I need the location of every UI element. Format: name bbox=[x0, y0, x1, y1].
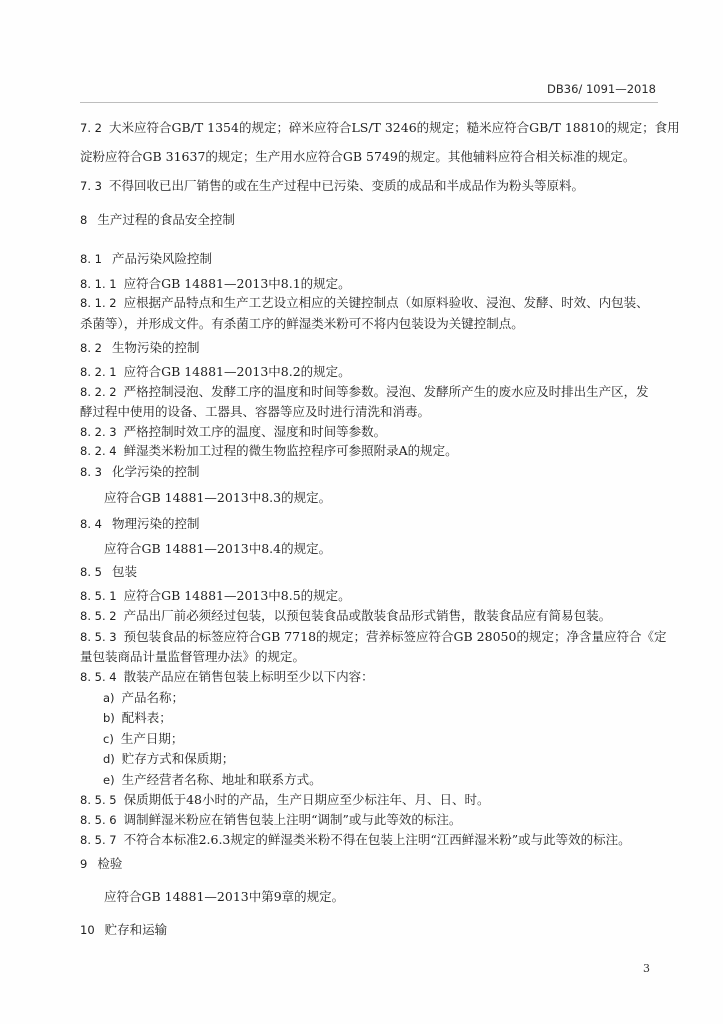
list-marker: c) bbox=[103, 732, 114, 746]
list-item-text: 生产日期； bbox=[120, 731, 184, 746]
section-title: 检验 bbox=[97, 856, 123, 871]
list-item-c bbox=[103, 731, 693, 747]
clause-text: 调制鲜湿米粉应在销售包装上注明“调制”或与此等效的标注。 bbox=[123, 812, 462, 827]
list-item-a bbox=[103, 690, 693, 706]
clause-8-2-3 bbox=[80, 424, 670, 440]
section-number: 8. 1 bbox=[80, 252, 102, 266]
paragraph-text: 应符合GB 14881—2013中第9章的规定。 bbox=[104, 889, 345, 904]
list-marker: d) bbox=[103, 752, 115, 766]
clause-8-1-1 bbox=[80, 276, 670, 292]
section-number: 9 bbox=[80, 857, 88, 871]
clause-8-2-4 bbox=[80, 443, 670, 459]
paragraph-text: 应符合GB 14881—2013中8.3的规定。 bbox=[104, 490, 332, 505]
clause-8-5-4 bbox=[80, 669, 670, 685]
clause-7-2-continued bbox=[80, 149, 670, 165]
section-number: 8. 4 bbox=[80, 517, 102, 531]
clause-number: 8. 5. 3 bbox=[80, 630, 117, 644]
clause-8-2-1 bbox=[80, 364, 670, 380]
clause-number: 8. 5. 1 bbox=[80, 589, 117, 603]
clause-text: 保质期低于48小时的产品，生产日期应至少标注年、月、日、时。 bbox=[123, 792, 490, 807]
list-item-d bbox=[103, 751, 693, 767]
clause-number: 8. 2. 1 bbox=[80, 365, 117, 379]
list-item-text: 贮存方式和保质期； bbox=[121, 751, 235, 766]
list-item-b bbox=[103, 710, 693, 726]
subsection-heading-8-3 bbox=[80, 464, 670, 480]
clause-number: 8. 5. 7 bbox=[80, 833, 117, 847]
clause-number: 8. 2. 3 bbox=[80, 425, 117, 439]
list-marker: e) bbox=[103, 773, 115, 787]
clause-number: 8. 5. 5 bbox=[80, 793, 117, 807]
clause-text: 大米应符合GB/T 1354的规定；碎米应符合LS/T 3246的规定；糙米应符合GB/T 18810的规定；食用 bbox=[108, 120, 680, 135]
clause-7-2 bbox=[80, 120, 680, 136]
section-number: 8 bbox=[80, 213, 88, 227]
section-title: 生物污染的控制 bbox=[111, 340, 200, 355]
clause-text: 酵过程中使用的设备、工器具、容器等应及时进行清洗和消毒。 bbox=[80, 404, 431, 419]
clause-text: 淀粉应符合GB 31637的规定；生产用水应符合GB 5749的规定。其他辅料应符合相关标准的规定。 bbox=[80, 149, 636, 164]
clause-number: 8. 5. 2 bbox=[80, 609, 117, 623]
subsection-heading-8-2 bbox=[80, 340, 670, 356]
section-heading-10 bbox=[80, 922, 670, 938]
standard-code: DB36/ 1091—2018 bbox=[547, 82, 656, 96]
clause-8-5-1 bbox=[80, 588, 670, 604]
list-marker: b) bbox=[103, 711, 115, 725]
clause-text: 鲜湿类米粉加工过程的微生物监控程序可参照附录A的规定。 bbox=[123, 443, 458, 458]
section-title: 物理污染的控制 bbox=[111, 516, 200, 531]
list-marker: a) bbox=[103, 691, 115, 705]
paragraph-9 bbox=[104, 889, 694, 905]
section-heading-8 bbox=[80, 212, 670, 228]
clause-8-5-2 bbox=[80, 608, 670, 624]
list-item-text: 生产经营者名称、地址和联系方式。 bbox=[121, 772, 322, 787]
clause-number: 8. 5. 6 bbox=[80, 813, 117, 827]
clause-8-5-3 bbox=[80, 629, 670, 645]
clause-7-3 bbox=[80, 178, 670, 194]
clause-8-1-2 bbox=[80, 295, 670, 311]
section-number: 8. 2 bbox=[80, 341, 102, 355]
clause-number: 8. 2. 4 bbox=[80, 444, 117, 458]
list-item-text: 产品名称； bbox=[121, 690, 185, 705]
clause-text: 产品出厂前必须经过包装，以预包装食品或散装食品形式销售，散装食品应有简易包装。 bbox=[123, 608, 612, 623]
section-title: 化学污染的控制 bbox=[111, 464, 200, 479]
clause-text: 杀菌等），并形成文件。有杀菌工序的鲜湿类米粉可不将内包装设为关键控制点。 bbox=[80, 316, 524, 331]
clause-number: 8. 1. 2 bbox=[80, 296, 117, 310]
subsection-heading-8-5 bbox=[80, 564, 670, 580]
clause-number: 7. 2 bbox=[80, 121, 102, 135]
paragraph-8-3 bbox=[104, 490, 694, 506]
clause-number: 8. 2. 2 bbox=[80, 385, 117, 399]
clause-text: 严格控制浸泡、发酵工序的温度和时间等参数。浸泡、发酵所产生的废水应及时排出生产区，发 bbox=[123, 384, 649, 399]
subsection-heading-8-1 bbox=[80, 251, 670, 267]
clause-text: 应符合GB 14881—2013中8.1的规定。 bbox=[123, 276, 351, 291]
clause-number: 7. 3 bbox=[80, 179, 102, 193]
clause-text: 应符合GB 14881—2013中8.5的规定。 bbox=[123, 588, 351, 603]
subsection-heading-8-4 bbox=[80, 516, 670, 532]
section-heading-9 bbox=[80, 856, 670, 872]
section-title: 产品污染风险控制 bbox=[111, 251, 212, 266]
header-rule bbox=[80, 102, 658, 103]
paragraph-text: 应符合GB 14881—2013中8.4的规定。 bbox=[104, 541, 332, 556]
clause-8-5-3-continued bbox=[80, 649, 670, 665]
clause-text: 量包装商品计量监督管理办法》的规定。 bbox=[80, 649, 306, 664]
section-title: 生产过程的食品安全控制 bbox=[97, 212, 235, 227]
clause-text: 不得回收已出厂销售的或在生产过程中已污染、变质的成品和半成品作为粉头等原料。 bbox=[108, 178, 584, 193]
list-item-text: 配料表； bbox=[121, 710, 172, 725]
paragraph-8-4 bbox=[104, 541, 694, 557]
section-title: 包装 bbox=[111, 564, 137, 579]
list-item-e bbox=[103, 772, 693, 788]
clause-8-5-5 bbox=[80, 792, 670, 808]
section-number: 8. 3 bbox=[80, 465, 102, 479]
section-number: 10 bbox=[80, 923, 95, 937]
clause-number: 8. 5. 4 bbox=[80, 670, 117, 684]
clause-8-2-2 bbox=[80, 384, 670, 400]
clause-8-5-6 bbox=[80, 812, 670, 828]
clause-text: 不符合本标准2.6.3规定的鲜湿类米粉不得在包装上注明“江西鲜湿米粉”或与此等效的标注。 bbox=[123, 832, 631, 847]
clause-text: 散装产品应在销售包装上标明至少以下内容： bbox=[123, 669, 374, 684]
section-title: 贮存和运输 bbox=[104, 922, 168, 937]
clause-text: 应符合GB 14881—2013中8.2的规定。 bbox=[123, 364, 351, 379]
clause-number: 8. 1. 1 bbox=[80, 277, 117, 291]
page-number: 3 bbox=[643, 962, 650, 975]
clause-8-2-2-continued bbox=[80, 404, 670, 420]
clause-8-1-2-continued bbox=[80, 316, 670, 332]
clause-text: 严格控制时效工序的温度、湿度和时间等参数。 bbox=[123, 424, 387, 439]
clause-8-5-7 bbox=[80, 832, 670, 848]
section-number: 8. 5 bbox=[80, 565, 102, 579]
clause-text: 预包装食品的标签应符合GB 7718的规定；营养标签应符合GB 28050的规定；净含量应符合《定 bbox=[123, 629, 667, 644]
clause-text: 应根据产品特点和生产工艺设立相应的关键控制点（如原料验收、浸泡、发酵、时效、内包装、 bbox=[123, 295, 649, 310]
